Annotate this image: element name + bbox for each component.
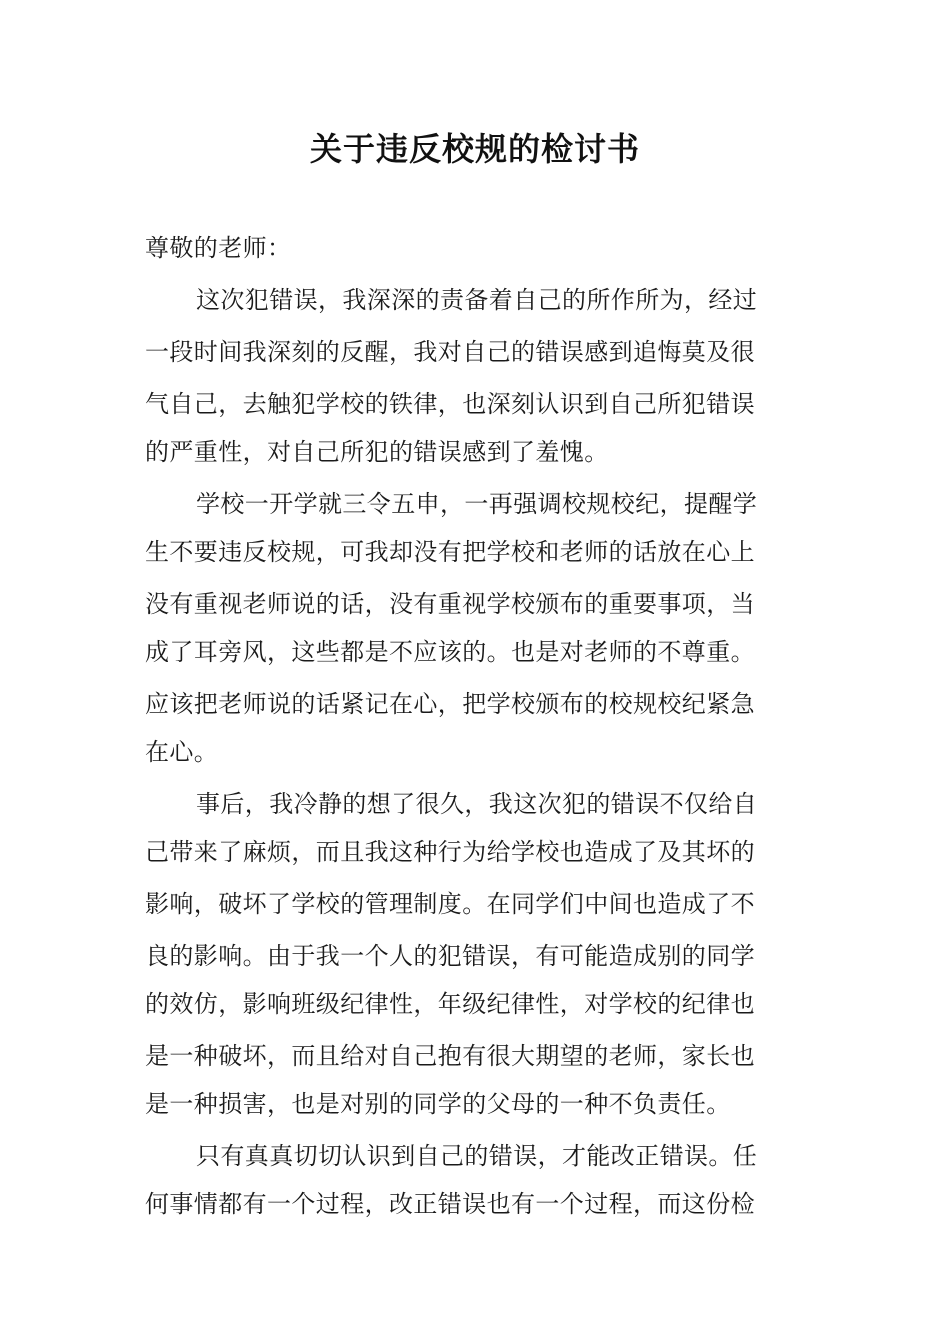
text-line: 己带来了麻烦，而且我这种行为给学校也造成了及其坏的 bbox=[145, 838, 755, 866]
text-line: 一段时间我深刻的反醒，我对自己的错误感到追悔莫及很 bbox=[145, 338, 755, 366]
text-line: 只有真真切切认识到自己的错误，才能改正错误。任 bbox=[196, 1142, 758, 1170]
document-title: 关于违反校规的检讨书 bbox=[309, 130, 640, 168]
text-line: 何事情都有一个过程，改正错误也有一个过程，而这份检 bbox=[145, 1190, 755, 1218]
text-line: 影响，破坏了学校的管理制度。在同学们中间也造成了不 bbox=[145, 890, 755, 918]
text-line: 的效仿，影响班级纪律性，年级纪律性，对学校的纪律也 bbox=[145, 990, 755, 1018]
text-line: 的严重性，对自己所犯的错误感到了羞愧。 bbox=[145, 438, 609, 466]
text-line: 在心。 bbox=[145, 738, 219, 766]
text-line: 这次犯错误，我深深的责备着自己的所作所为，经过 bbox=[196, 286, 758, 314]
text-line: 事后，我冷静的想了很久，我这次犯的错误不仅给自 bbox=[196, 790, 758, 818]
text-line: 应该把老师说的话紧记在心，把学校颁布的校规校纪紧急 bbox=[145, 690, 755, 718]
salutation: 尊敬的老师： bbox=[145, 234, 292, 262]
text-line: 学校一开学就三令五申，一再强调校规校纪，提醒学 bbox=[196, 490, 758, 518]
text-line: 是一种损害，也是对别的同学的父母的一种不负责任。 bbox=[145, 1090, 731, 1118]
text-line: 是一种破坏，而且给对自己抱有很大期望的老师，家长也 bbox=[145, 1042, 755, 1070]
text-line: 生不要违反校规，可我却没有把学校和老师的话放在心上 bbox=[145, 538, 755, 566]
text-line: 气自己，去触犯学校的铁律，也深刻认识到自己所犯错误 bbox=[145, 390, 755, 418]
text-line: 成了耳旁风，这些都是不应该的。也是对老师的不尊重。 bbox=[145, 638, 755, 666]
text-line: 良的影响。由于我一个人的犯错误，有可能造成别的同学 bbox=[145, 942, 755, 970]
text-line: 没有重视老师说的话，没有重视学校颁布的重要事项，当 bbox=[145, 590, 755, 618]
